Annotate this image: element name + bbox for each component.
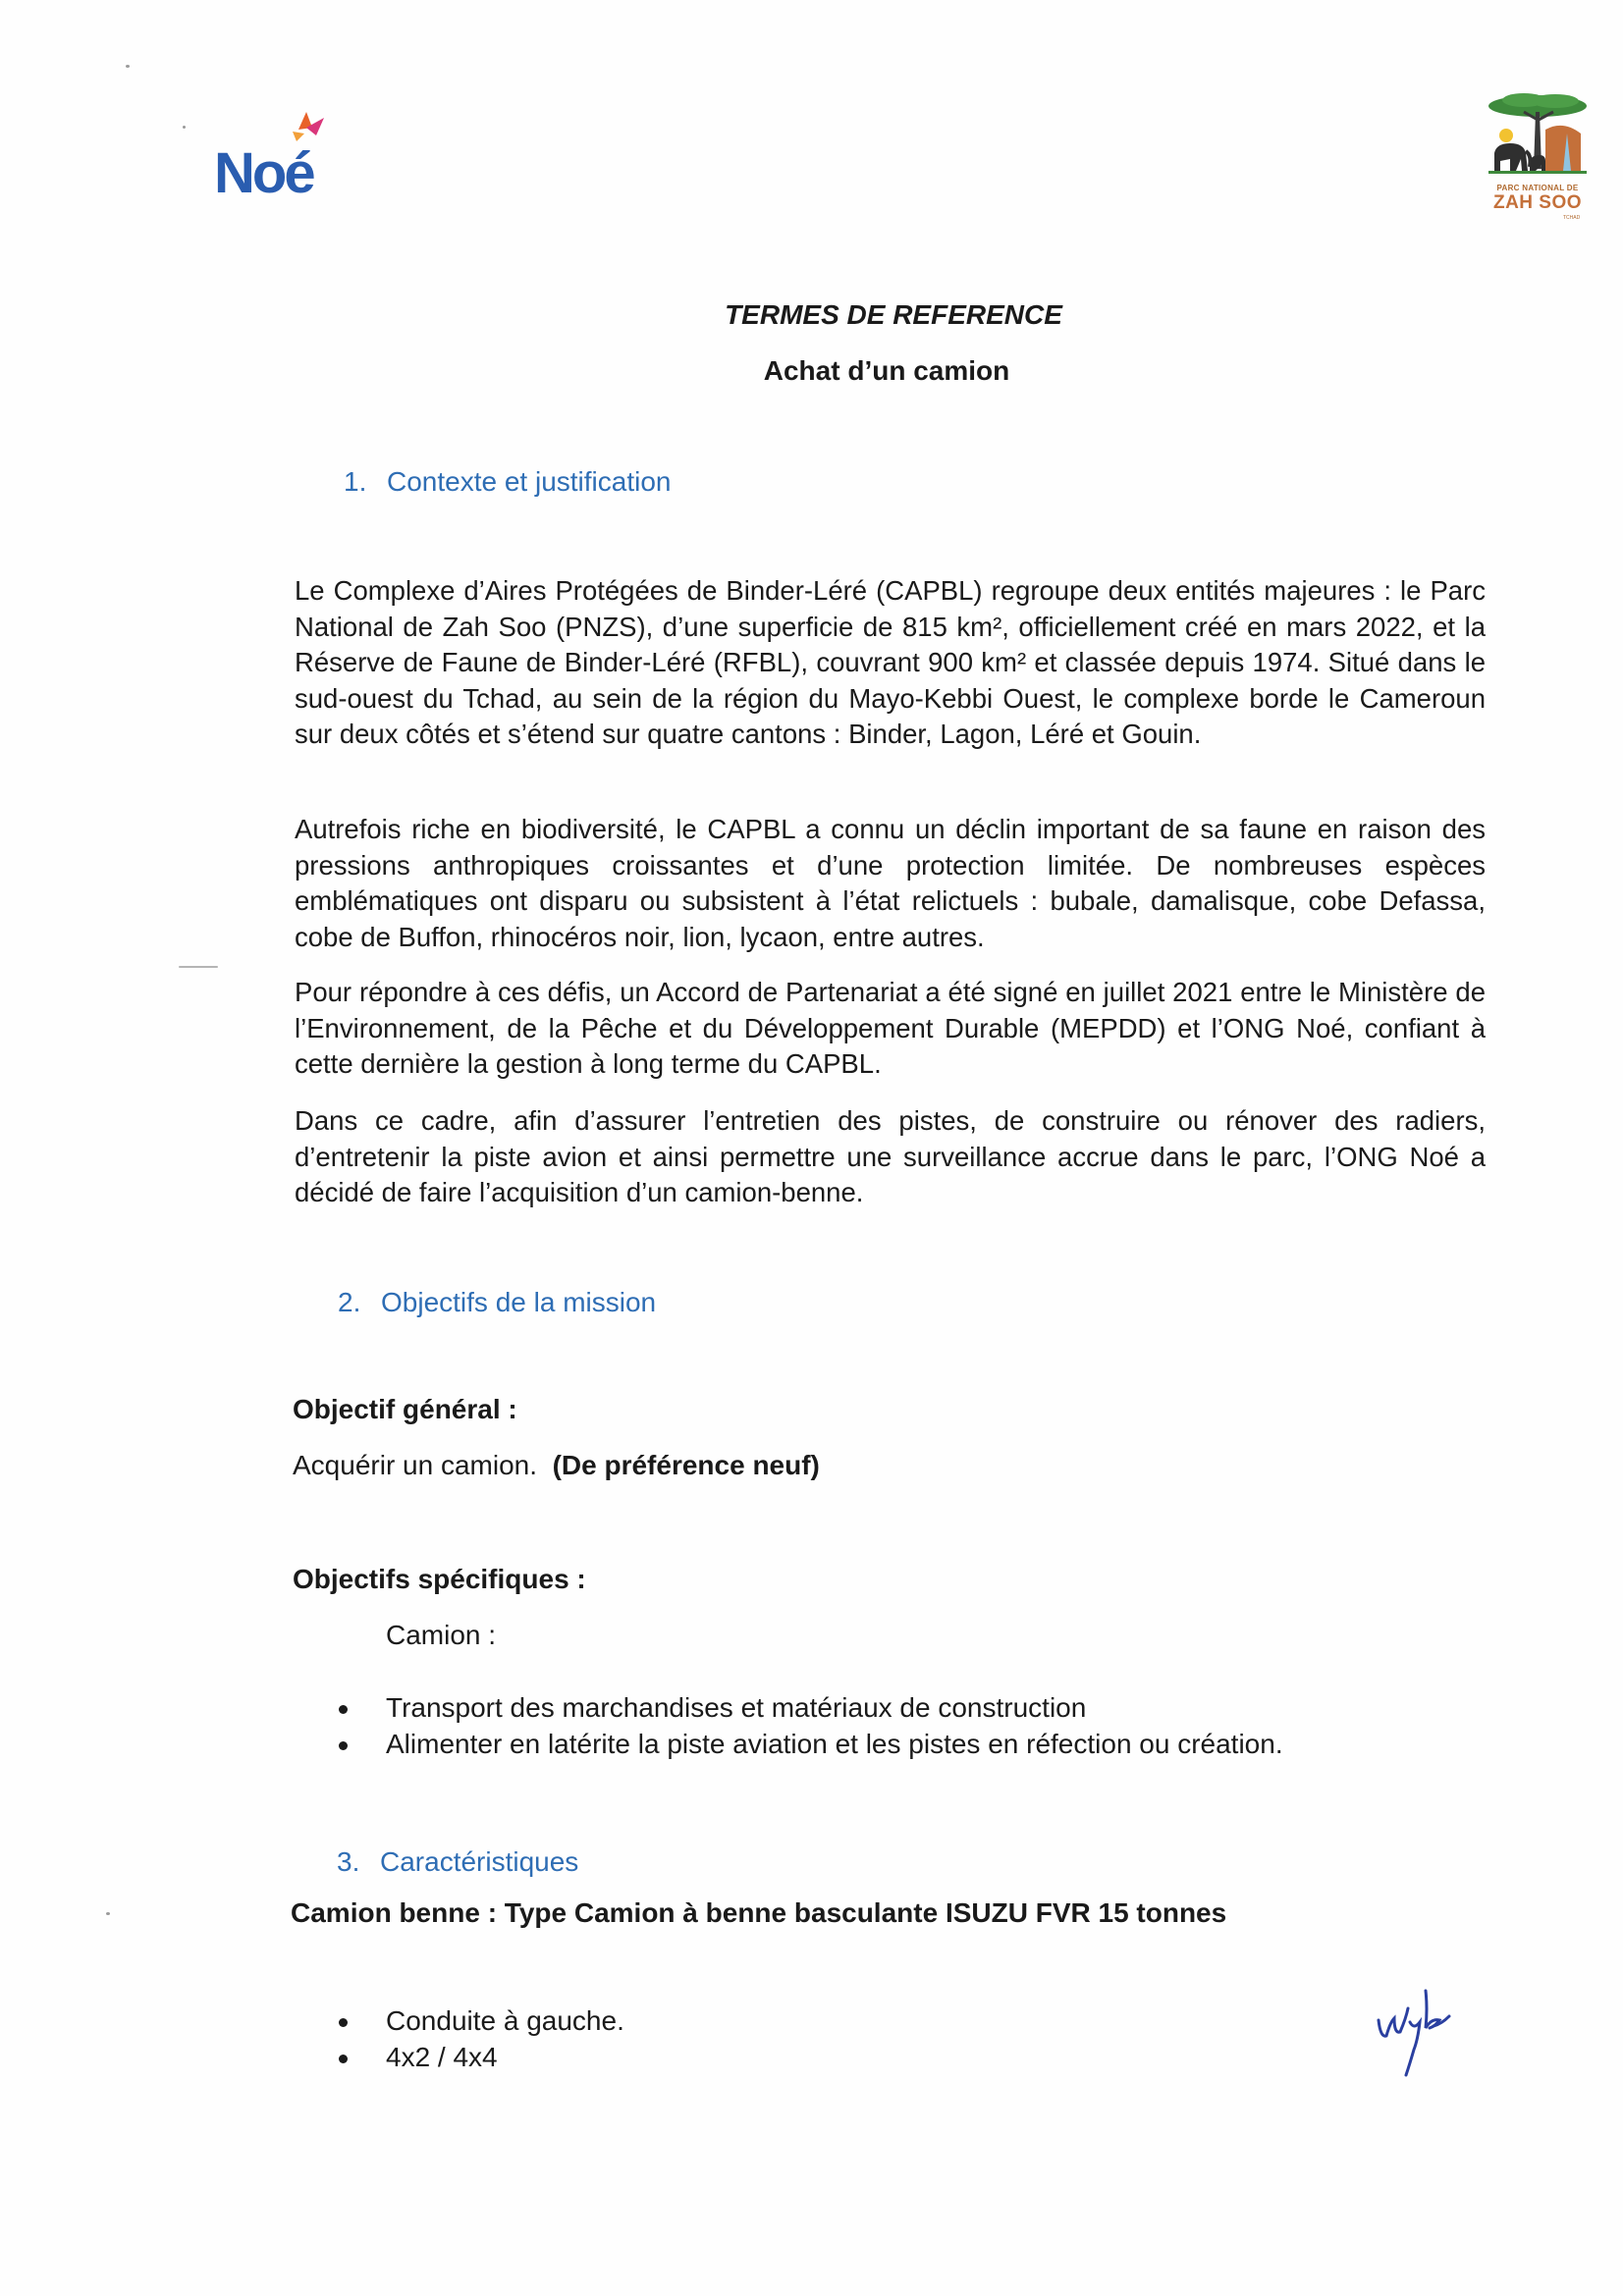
section-number: 1. bbox=[344, 466, 367, 497]
section-number: 3. bbox=[337, 1846, 360, 1877]
zah-soo-logo bbox=[1485, 90, 1591, 224]
scan-speck bbox=[179, 966, 218, 968]
objectif-general-line bbox=[293, 1450, 820, 1481]
section-heading-contexte bbox=[344, 466, 672, 498]
section-title: Contexte et justification bbox=[387, 466, 672, 497]
scan-speck bbox=[126, 65, 130, 68]
objectifs-specifiques-sublabel: Camion : bbox=[386, 1620, 497, 1650]
paragraph-contexte-3: Pour répondre à ces défis, un Accord de Partenariat a été signé en juillet 2021 entre le Ministère de l’Environnement, de la Pêche et du Développement Durable (MEPDD) et l’ONG Noé, confiant à cette dernière la gestion à long terme du CAPBL. bbox=[295, 977, 1486, 1079]
section-title: Caractéristiques bbox=[380, 1846, 579, 1877]
bullet-icon bbox=[339, 1741, 348, 1750]
bullet-icon bbox=[339, 1705, 348, 1714]
objectif-general-text: Acquérir un camion. bbox=[293, 1450, 538, 1480]
bullet-icon bbox=[339, 2018, 348, 2027]
list-item bbox=[334, 1690, 1283, 1727]
list-item bbox=[334, 2040, 624, 2076]
noe-logo-text: Noé bbox=[214, 141, 313, 204]
noe-logo bbox=[208, 106, 355, 204]
zah-soo-logo-line1: PARC NATIONAL DE bbox=[1496, 184, 1579, 192]
objectif-general-note: (De préférence neuf) bbox=[552, 1450, 820, 1480]
scan-speck bbox=[106, 1912, 110, 1915]
list-item-text: 4x2 / 4x4 bbox=[386, 2041, 498, 2072]
list-item-text: Transport des marchandises et matériaux de construction bbox=[386, 1692, 1087, 1723]
list-item bbox=[334, 1727, 1283, 1763]
caracteristiques-list bbox=[334, 2003, 624, 2075]
zah-soo-logo-line2: ZAH SOO bbox=[1492, 192, 1583, 213]
section-heading-caracteristiques bbox=[337, 1846, 578, 1878]
scan-speck bbox=[183, 126, 186, 129]
bullet-icon bbox=[339, 2055, 348, 2063]
zah-soo-emblem-icon bbox=[1485, 90, 1591, 184]
objectifs-specifiques-label: Objectifs spécifiques : bbox=[293, 1564, 586, 1594]
document-title: TERMES DE REFERENCE bbox=[725, 299, 1062, 330]
truck-type-line: Camion benne : Type Camion à benne basculante ISUZU FVR 15 tonnes bbox=[291, 1897, 1227, 1928]
section-heading-objectifs bbox=[338, 1287, 656, 1318]
paragraph-contexte-4: Dans ce cadre, afin d’assurer l’entretien des pistes, de construire ou rénover des radiers, d’entretenir la piste avion et ainsi permettre une surveillance accrue dans le parc, l’ONG Noé a décidé de faire l’acquisition d’un camion-benne. bbox=[295, 1105, 1486, 1207]
paragraph-contexte-1: Le Complexe d’Aires Protégées de Binder-Léré (CAPBL) regroupe deux entités majeures : le Parc National de Zah Soo (PNZS), d’une superficie de 815 km², officiellement créé en mars 2022, et la Réserve de Faune de Binder-Léré (RFBL), couvrant 900 km² et classée depuis 1974. Situé dans le sud-ouest du Tchad, au sein de la région du Mayo-Kebbi Ouest, le complexe borde le Cameroun sur deux côtés et s’étend sur quatre cantons : Binder, Lagon, Léré et Gouin. bbox=[295, 575, 1486, 749]
objectifs-specifiques-list bbox=[334, 1690, 1283, 1762]
section-number: 2. bbox=[338, 1287, 361, 1317]
zah-soo-logo-line3: TCHAD bbox=[1563, 215, 1581, 221]
document-subtitle: Achat d’un camion bbox=[763, 355, 1010, 386]
section-title: Objectifs de la mission bbox=[381, 1287, 657, 1317]
list-item-text: Conduite à gauche. bbox=[386, 2005, 624, 2036]
objectif-general-label: Objectif général : bbox=[293, 1394, 517, 1424]
list-item-text: Alimenter en latérite la piste aviation et les pistes en réfection ou création. bbox=[386, 1728, 1283, 1759]
paragraph-contexte-2: Autrefois riche en biodiversité, le CAPBL a connu un déclin important de sa faune en raison des pressions anthropiques croissantes et d’une protection limitée. De nombreuses espèces emblématiques ont disparu ou subsistent à l’état relictuels : bubale, damalisque, cobe Defassa, cobe de Buffon, rhinocéros noir, lion, lycaon, entre autres. bbox=[295, 814, 1486, 952]
list-item bbox=[334, 2003, 624, 2040]
handwritten-signature-icon bbox=[1371, 1979, 1459, 2087]
